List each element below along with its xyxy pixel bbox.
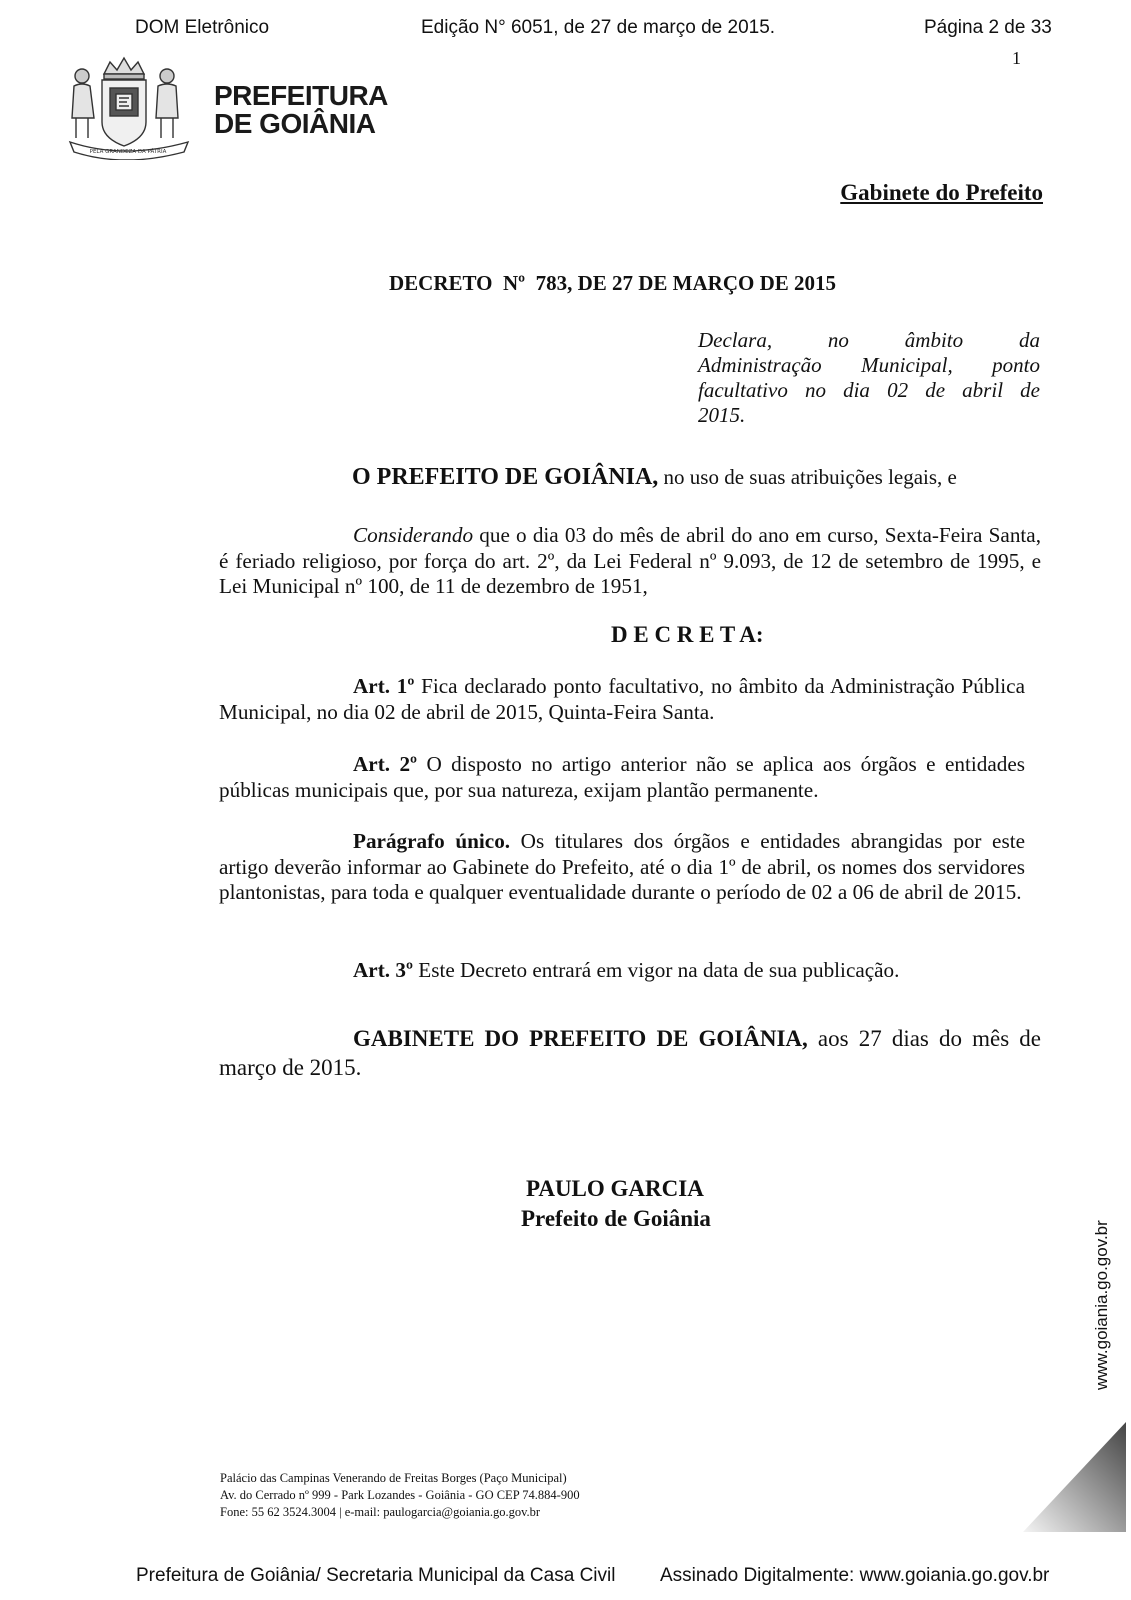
svg-text:PELA GRANDEZA DA PÁTRIA: PELA GRANDEZA DA PÁTRIA: [89, 149, 167, 155]
article-2: Art. 2º O disposto no artigo anterior não se aplica aos órgãos e entidades públicas municipais que, por sua natureza, exijam plantão permanente.: [219, 752, 1025, 802]
address-line-2: Av. do Cerrado nº 999 - Park Lozandes - Goiânia - GO CEP 74.884-900: [220, 1488, 580, 1502]
side-website: www.goiania.go.gov.br: [1092, 1220, 1111, 1390]
article-3: Art. 3º Este Decreto entrará em vigor na data de sua publicação.: [353, 958, 900, 982]
header-page-number: Página 2 de 33: [924, 17, 1052, 38]
brand-line-2: DE GOIÂNIA: [214, 108, 376, 139]
signatory-role: Prefeito de Goiânia: [521, 1206, 711, 1231]
decreta-heading: D E C R E T A:: [611, 622, 764, 647]
footer-right: Assinado Digitalmente: www.goiania.go.gov.br: [660, 1565, 1050, 1586]
brand-line-1: PREFEITURA: [214, 80, 388, 111]
decree-title: DECRETO Nº 783, DE 27 DE MARÇO DE 2015: [389, 271, 836, 295]
decree-summary: Declara, no âmbito da Administração Municipal, ponto facultativo no dia 02 de abril de 2015.: [698, 328, 1040, 427]
page-mark: 1: [1012, 48, 1021, 68]
signatory-name: PAULO GARCIA: [526, 1176, 704, 1201]
considering-paragraph: Considerando que o dia 03 do mês de abril do ano em curso, Sexta-Feira Santa, é feriado religioso, por força do art. 2º, da Lei Federal nº 9.093, de 12 de setembro de 1995, e Lei Municipal nº 100, de 11 de dezembro de 1951,: [219, 523, 1041, 598]
preamble: O PREFEITO DE GOIÂNIA, no uso de suas atribuições legais, e: [352, 464, 957, 490]
header-edition: Edição N° 6051, de 27 de março de 2015.: [421, 17, 776, 38]
closing-statement: GABINETE DO PREFEITO DE GOIÂNIA, aos 27 dias do mês de março de 2015.: [219, 1026, 1042, 1080]
header-publication: DOM Eletrônico: [135, 17, 270, 38]
article-1: Art. 1º Fica declarado ponto facultativo, no âmbito da Administração Pública Municipal, no dia 02 de abril de 2015, Quinta-Feira Santa.: [219, 674, 1025, 724]
coat-of-arms-icon: [64, 52, 194, 160]
corner-triangle-decoration: [1023, 1422, 1126, 1532]
sole-paragraph: Parágrafo único. Os titulares dos órgãos e entidades abrangidas por este artigo deverão informar ao Gabinete do Prefeito, até o dia 1º de abril, os nomes dos servidores plantonistas, para toda e qualquer eventualidade durante o período de 02 a 06 de abril de 2015.: [219, 829, 1025, 904]
department-title: Gabinete do Prefeito: [840, 180, 1043, 205]
address-line-1: Palácio das Campinas Venerando de Freitas Borges (Paço Municipal): [220, 1471, 567, 1485]
footer-left: Prefeitura de Goiânia/ Secretaria Municipal da Casa Civil: [136, 1565, 616, 1586]
address-line-3: Fone: 55 62 3524.3004 | e-mail: paulogarcia@goiania.go.gov.br: [220, 1505, 541, 1519]
